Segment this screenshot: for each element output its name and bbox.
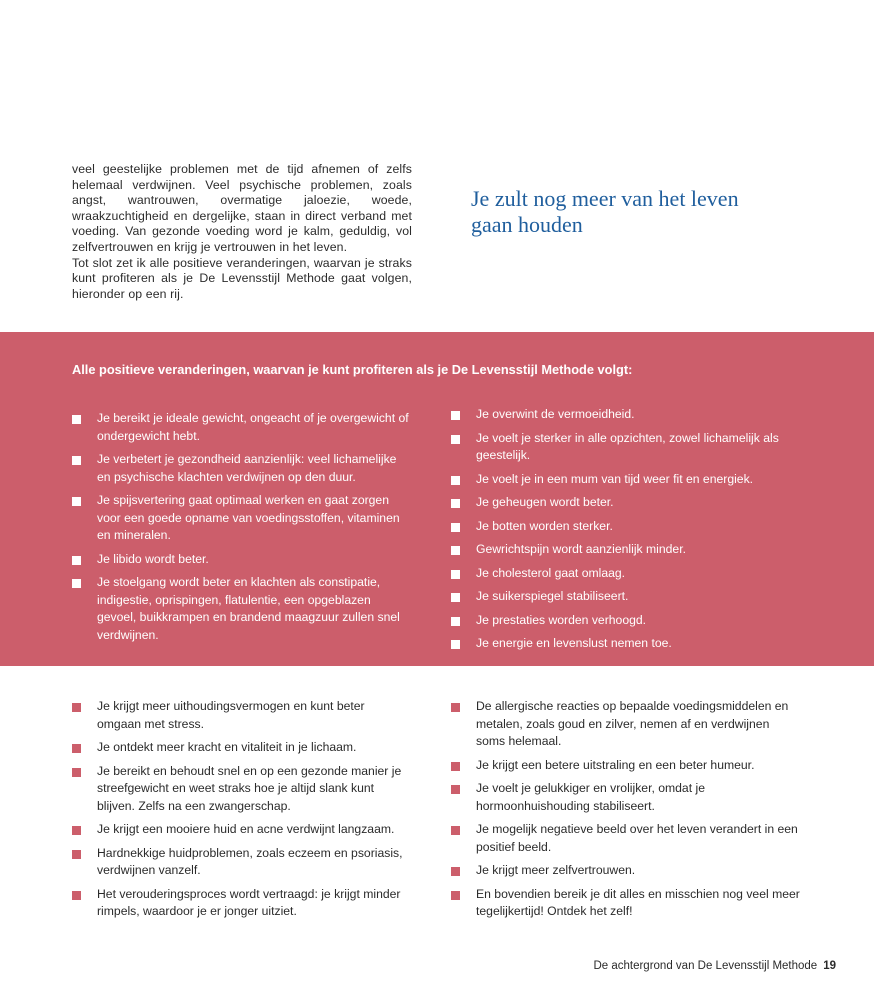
list-item: Je voelt je gelukkiger en vrolijker, omdat je hormoonhuishouding stabiliseert. [451, 780, 801, 815]
square-bullet-icon [451, 570, 460, 579]
square-bullet-icon [72, 456, 81, 465]
square-bullet-icon [72, 768, 81, 777]
list-item: Je energie en levenslust nemen toe. [451, 635, 801, 653]
list-item: Je overwint de vermoeidheid. [451, 406, 801, 424]
square-bullet-icon [451, 826, 460, 835]
list-item: Je libido wordt beter. [72, 551, 412, 569]
square-bullet-icon [451, 703, 460, 712]
list-item: Gewrichtspijn wordt aanzienlijk minder. [451, 541, 801, 559]
list-item: Je bereikt je ideale gewicht, ongeacht of je overgewicht of ondergewicht hebt. [72, 410, 412, 445]
square-bullet-icon [72, 579, 81, 588]
list-item: Je botten worden sterker. [451, 518, 801, 536]
page-footer [593, 960, 836, 972]
square-bullet-icon [72, 556, 81, 565]
square-bullet-icon [72, 850, 81, 859]
square-bullet-icon [451, 640, 460, 649]
square-bullet-icon [451, 617, 460, 626]
list-item: Je stoelgang wordt beter en klachten als constipatie, indigestie, oprispingen, flatulentie, een opgeblazen gevoel, buikkrampen en brandend maagzuur zullen snel verdwijnen. [72, 574, 412, 644]
square-bullet-icon [451, 546, 460, 555]
list-item: Je prestaties worden verhoogd. [451, 612, 801, 630]
page-number: 19 [823, 960, 836, 972]
square-bullet-icon [451, 411, 460, 420]
list-item: Je voelt je in een mum van tijd weer fit en energiek. [451, 471, 801, 489]
band-list-right [451, 406, 801, 659]
benefits-title: Alle positieve veranderingen, waarvan je kunt profiteren als je De Levensstijl Methode volgt: [72, 362, 633, 377]
square-bullet-icon [451, 762, 460, 771]
list-item: Je bereikt en behoudt snel en op een gezonde manier je streefgewicht en weet straks hoe je altijd slank kunt blijven. Zelfs na een zwangerschap. [72, 763, 412, 816]
intro-text [72, 162, 412, 302]
pull-quote: Je zult nog meer van het leven gaan houden [471, 186, 739, 237]
square-bullet-icon [72, 891, 81, 900]
list-item: Je ontdekt meer kracht en vitaliteit in je lichaam. [72, 739, 412, 757]
square-bullet-icon [451, 523, 460, 532]
list-item: De allergische reacties op bepaalde voedingsmiddelen en metalen, zoals goud en zilver, nemen af en verdwijnen soms helemaal. [451, 698, 801, 751]
square-bullet-icon [451, 593, 460, 602]
intro-paragraph-1: veel geestelijke problemen met de tijd afnemen of zelfs helemaal verdwijnen. Veel psychische problemen, zoals angst, wantrouwen, overmatige jaloezie, woede, wraakzuchtigheid en dergelijke, staan in direct verband met voeding. Van gezonde voeding word je kalm, geduldig, vol zelfvertrouwen en krijg je vertrouwen in het leven. [72, 162, 412, 254]
list-item: Het verouderingsproces wordt vertraagd: je krijgt minder rimpels, waardoor je er jonger uitziet. [72, 886, 412, 921]
list-item: Je suikerspiegel stabiliseert. [451, 588, 801, 606]
band-list-left [72, 410, 412, 650]
list-item: En bovendien bereik je dit alles en misschien nog veel meer tegelijkertijd! Ontdek het zelf! [451, 886, 801, 921]
square-bullet-icon [451, 499, 460, 508]
square-bullet-icon [72, 826, 81, 835]
square-bullet-icon [451, 476, 460, 485]
intro-paragraph-2: Tot slot zet ik alle positieve veranderingen, waarvan je straks kunt profiteren als je De Levensstijl Methode gaat volgen, hieronder op een rij. [72, 255, 412, 301]
list-item: Je krijgt een mooiere huid en acne verdwijnt langzaam. [72, 821, 412, 839]
list-item: Je geheugen wordt beter. [451, 494, 801, 512]
square-bullet-icon [451, 867, 460, 876]
square-bullet-icon [72, 415, 81, 424]
square-bullet-icon [72, 744, 81, 753]
list-item: Je krijgt een betere uitstraling en een beter humeur. [451, 757, 801, 775]
lower-list-left [72, 698, 412, 927]
lower-list-right [451, 698, 801, 927]
list-item: Je voelt je sterker in alle opzichten, zowel lichamelijk als geestelijk. [451, 430, 801, 465]
running-title: De achtergrond van De Levensstijl Methode [593, 960, 818, 972]
list-item: Je krijgt meer zelfvertrouwen. [451, 862, 801, 880]
square-bullet-icon [72, 703, 81, 712]
list-item: Je verbetert je gezondheid aanzienlijk: veel lichamelijke en psychische klachten verdwijnen op den duur. [72, 451, 412, 486]
square-bullet-icon [451, 891, 460, 900]
square-bullet-icon [451, 785, 460, 794]
square-bullet-icon [72, 497, 81, 506]
list-item: Je cholesterol gaat omlaag. [451, 565, 801, 583]
list-item: Je mogelijk negatieve beeld over het leven verandert in een positief beeld. [451, 821, 801, 856]
square-bullet-icon [451, 435, 460, 444]
list-item: Je spijsvertering gaat optimaal werken en gaat zorgen voor een goede opname van voedingsstoffen, vitaminen en mineralen. [72, 492, 412, 545]
list-item: Je krijgt meer uithoudingsvermogen en kunt beter omgaan met stress. [72, 698, 412, 733]
list-item: Hardnekkige huidproblemen, zoals eczeem en psoriasis, verdwijnen vanzelf. [72, 845, 412, 880]
